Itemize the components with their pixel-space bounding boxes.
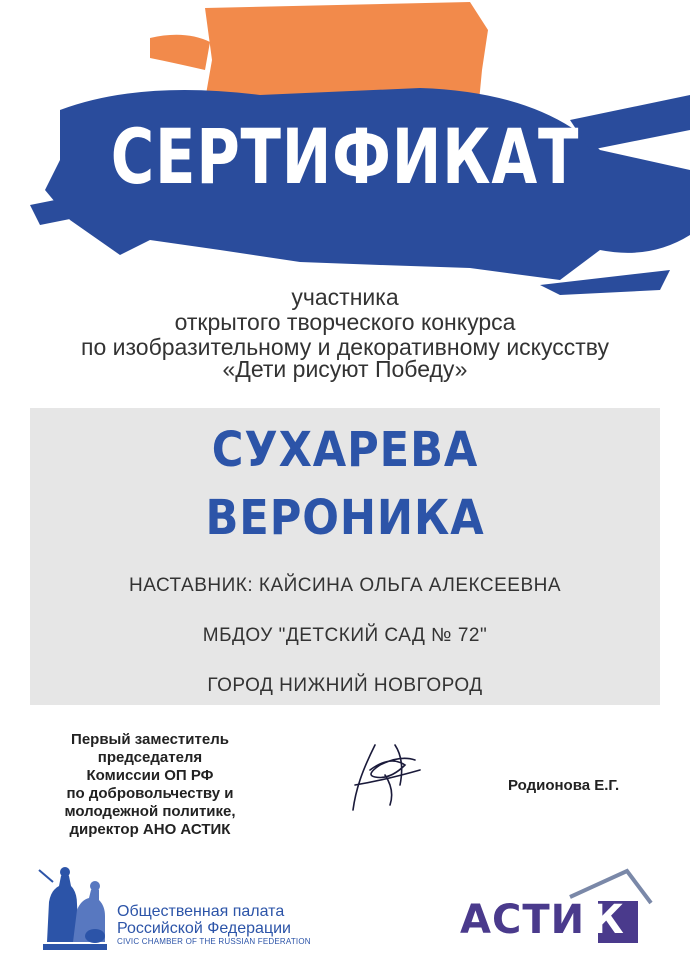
signatory-position-line: Комиссии ОП РФ [86,767,214,784]
certificate-title: СЕРТИФИКАТ [110,112,580,201]
mentor-line: НАСТАВНИК: КАЙСИНА ОЛЬГА АЛЕКСЕЕВНА [128,575,562,596]
civic-chamber-logo-text [117,903,311,947]
astik-logo-letter: К [591,897,625,943]
subtitle-line: «Дети рисуют Победу» [222,356,468,382]
civic-chamber-emblem-icon [35,862,113,952]
subtitle-line: участника [291,284,399,310]
chamber-name-english: CIVIC CHAMBER OF THE RUSSIAN FEDERATION [117,937,311,946]
city-line: ГОРОД НИЖНИЙ НОВГОРОД [207,675,483,696]
chamber-name-line: Общественная палата [117,903,285,920]
signatory-position-line: Первый заместитель [71,731,229,748]
participant-surname: СУХАРЕВА [211,422,479,478]
orange-brush-drip [150,35,210,70]
signatory-position-line: председателя [97,749,203,766]
signatory-position-line: по добровольчеству и [66,785,234,802]
astik-logo [460,897,625,943]
institution-line: МБДОУ "ДЕТСКИЙ САД № 72" [202,625,488,646]
participant-first-name: ВЕРОНИКА [205,490,485,546]
astik-logo-text: АСТИ [460,897,586,943]
signatory-position [30,731,270,839]
handwritten-signature [335,735,435,820]
signatory-position-line: молодежной политике, [64,803,236,820]
chamber-name-line: Российской Федерации [117,920,291,937]
subtitle-line: по изобразительному и декоративному искусству [81,334,609,360]
subtitle-line: открытого творческого конкурса [174,309,516,335]
signatory-position-line: директор АНО АСТИК [69,821,231,838]
signatory-name: Родионова Е.Г. [508,777,620,794]
